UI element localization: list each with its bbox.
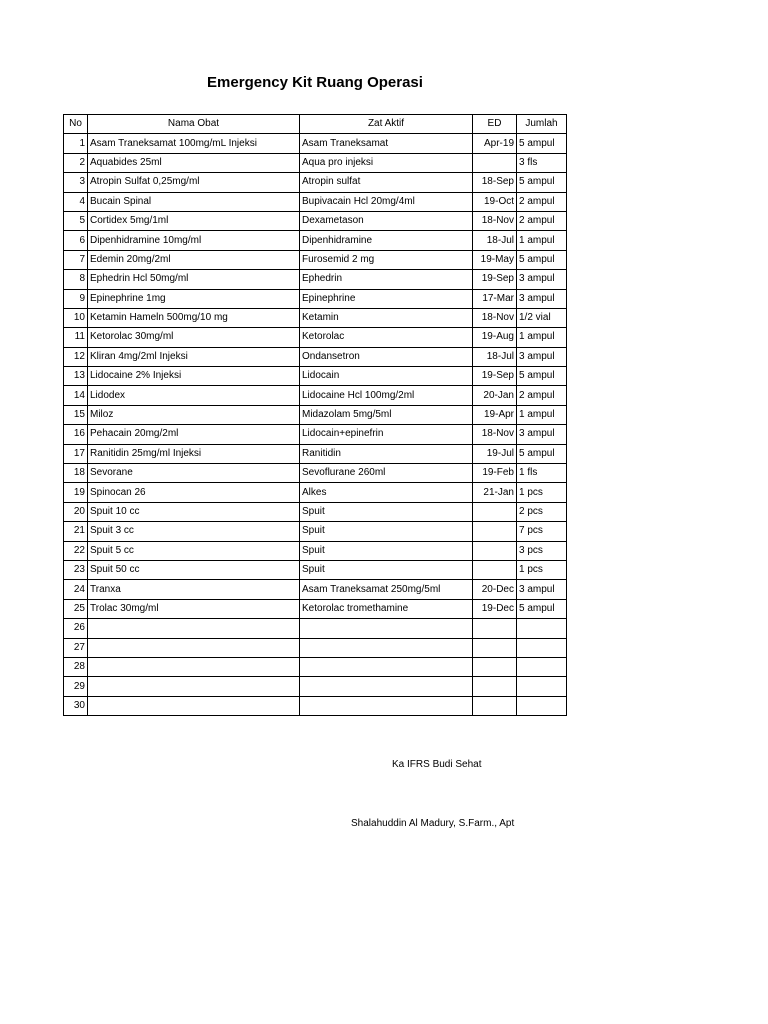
cell-nama-obat: Ketorolac 30mg/ml <box>88 328 300 347</box>
cell-ed: 20-Dec <box>473 580 517 599</box>
cell-nama-obat: Spuit 5 cc <box>88 541 300 560</box>
table-row <box>64 405 567 424</box>
cell-jumlah <box>517 696 567 715</box>
cell-ed <box>473 638 517 657</box>
table-row <box>64 173 567 192</box>
cell-nama-obat: Edemin 20mg/2ml <box>88 250 300 269</box>
cell-ed: 19-Sep <box>473 367 517 386</box>
cell-ed: 19-Jul <box>473 444 517 463</box>
cell-jumlah: 5 ampul <box>517 599 567 618</box>
table-row <box>64 192 567 211</box>
cell-nama-obat <box>88 677 300 696</box>
cell-no: 18 <box>64 464 88 483</box>
cell-no: 14 <box>64 386 88 405</box>
cell-zat-aktif: Ranitidin <box>300 444 473 463</box>
cell-nama-obat: Spuit 10 cc <box>88 502 300 521</box>
cell-zat-aktif: Spuit <box>300 541 473 560</box>
cell-jumlah: 1 ampul <box>517 405 567 424</box>
cell-zat-aktif: Aqua pro injeksi <box>300 153 473 172</box>
cell-no: 29 <box>64 677 88 696</box>
cell-ed <box>473 657 517 676</box>
table-row <box>64 134 567 153</box>
cell-no: 3 <box>64 173 88 192</box>
cell-zat-aktif <box>300 657 473 676</box>
cell-no: 21 <box>64 522 88 541</box>
cell-jumlah: 2 ampul <box>517 192 567 211</box>
table-row <box>64 502 567 521</box>
cell-jumlah: 5 ampul <box>517 134 567 153</box>
cell-no: 17 <box>64 444 88 463</box>
table-row <box>64 425 567 444</box>
cell-zat-aktif: Ondansetron <box>300 347 473 366</box>
cell-ed: Apr-19 <box>473 134 517 153</box>
cell-ed <box>473 153 517 172</box>
table-row <box>64 599 567 618</box>
cell-ed: 18-Nov <box>473 308 517 327</box>
cell-zat-aktif: Dipenhidramine <box>300 231 473 250</box>
cell-jumlah: 1/2 vial <box>517 308 567 327</box>
cell-jumlah: 2 pcs <box>517 502 567 521</box>
cell-ed: 19-May <box>473 250 517 269</box>
cell-zat-aktif: Lidocain+epinefrin <box>300 425 473 444</box>
table-row <box>64 153 567 172</box>
cell-zat-aktif: Furosemid 2 mg <box>300 250 473 269</box>
table-row <box>64 250 567 269</box>
cell-nama-obat: Spinocan 26 <box>88 483 300 502</box>
cell-no: 25 <box>64 599 88 618</box>
cell-nama-obat: Dipenhidramine 10mg/ml <box>88 231 300 250</box>
cell-ed <box>473 696 517 715</box>
header-no: No <box>64 115 88 134</box>
cell-no: 6 <box>64 231 88 250</box>
cell-jumlah <box>517 677 567 696</box>
cell-jumlah: 5 ampul <box>517 173 567 192</box>
cell-zat-aktif <box>300 677 473 696</box>
cell-zat-aktif: Spuit <box>300 502 473 521</box>
cell-no: 28 <box>64 657 88 676</box>
cell-jumlah: 5 ampul <box>517 250 567 269</box>
signature-role: Ka IFRS Budi Sehat <box>392 759 482 770</box>
table-row <box>64 386 567 405</box>
cell-ed: 18-Nov <box>473 211 517 230</box>
cell-nama-obat: Cortidex 5mg/1ml <box>88 211 300 230</box>
cell-jumlah: 3 ampul <box>517 347 567 366</box>
cell-ed: 18-Sep <box>473 173 517 192</box>
cell-ed: 18-Nov <box>473 425 517 444</box>
table-row <box>64 619 567 638</box>
cell-nama-obat: Miloz <box>88 405 300 424</box>
table-row <box>64 367 567 386</box>
cell-ed: 18-Jul <box>473 231 517 250</box>
cell-ed: 21-Jan <box>473 483 517 502</box>
cell-nama-obat: Spuit 3 cc <box>88 522 300 541</box>
cell-jumlah: 5 ampul <box>517 367 567 386</box>
cell-zat-aktif: Ephedrin <box>300 270 473 289</box>
cell-nama-obat: Spuit 50 cc <box>88 560 300 579</box>
table-row <box>64 696 567 715</box>
cell-no: 12 <box>64 347 88 366</box>
cell-no: 2 <box>64 153 88 172</box>
table-row <box>64 289 567 308</box>
cell-no: 23 <box>64 560 88 579</box>
cell-jumlah: 1 fls <box>517 464 567 483</box>
cell-jumlah: 1 ampul <box>517 231 567 250</box>
cell-zat-aktif: Asam Traneksamat <box>300 134 473 153</box>
cell-nama-obat: Epinephrine 1mg <box>88 289 300 308</box>
table-row <box>64 347 567 366</box>
signature-name: Shalahuddin Al Madury, S.Farm., Apt <box>351 818 515 829</box>
table-row <box>64 231 567 250</box>
cell-zat-aktif: Sevoflurane 260ml <box>300 464 473 483</box>
cell-no: 11 <box>64 328 88 347</box>
table-row <box>64 638 567 657</box>
cell-jumlah: 5 ampul <box>517 444 567 463</box>
cell-no: 19 <box>64 483 88 502</box>
cell-jumlah <box>517 638 567 657</box>
table-row <box>64 541 567 560</box>
cell-ed <box>473 502 517 521</box>
cell-ed: 19-Aug <box>473 328 517 347</box>
table-row <box>64 308 567 327</box>
table-header-row <box>64 115 567 134</box>
cell-zat-aktif <box>300 696 473 715</box>
cell-zat-aktif: Lidocaine Hcl 100mg/2ml <box>300 386 473 405</box>
cell-no: 1 <box>64 134 88 153</box>
table-body <box>64 134 567 716</box>
cell-no: 9 <box>64 289 88 308</box>
cell-jumlah <box>517 657 567 676</box>
cell-zat-aktif: Lidocain <box>300 367 473 386</box>
table-row <box>64 211 567 230</box>
cell-no: 26 <box>64 619 88 638</box>
page-title: Emergency Kit Ruang Operasi <box>207 74 423 91</box>
cell-nama-obat: Ranitidin 25mg/ml Injeksi <box>88 444 300 463</box>
cell-zat-aktif: Spuit <box>300 560 473 579</box>
cell-zat-aktif <box>300 619 473 638</box>
cell-ed: 17-Mar <box>473 289 517 308</box>
cell-nama-obat: Atropin Sulfat 0,25mg/ml <box>88 173 300 192</box>
cell-jumlah: 1 pcs <box>517 483 567 502</box>
cell-ed: 18-Jul <box>473 347 517 366</box>
cell-nama-obat: Asam Traneksamat 100mg/mL Injeksi <box>88 134 300 153</box>
cell-zat-aktif: Asam Traneksamat 250mg/5ml <box>300 580 473 599</box>
cell-zat-aktif: Epinephrine <box>300 289 473 308</box>
table-row <box>64 328 567 347</box>
cell-jumlah: 3 pcs <box>517 541 567 560</box>
cell-zat-aktif: Ketorolac tromethamine <box>300 599 473 618</box>
cell-jumlah: 3 fls <box>517 153 567 172</box>
cell-zat-aktif: Ketamin <box>300 308 473 327</box>
header-jumlah: Jumlah <box>517 115 567 134</box>
cell-ed <box>473 560 517 579</box>
cell-nama-obat <box>88 696 300 715</box>
cell-jumlah: 1 pcs <box>517 560 567 579</box>
cell-jumlah: 2 ampul <box>517 211 567 230</box>
cell-ed <box>473 522 517 541</box>
cell-zat-aktif: Ketorolac <box>300 328 473 347</box>
cell-ed <box>473 677 517 696</box>
cell-zat-aktif: Alkes <box>300 483 473 502</box>
cell-no: 15 <box>64 405 88 424</box>
header-ed: ED <box>473 115 517 134</box>
cell-jumlah: 3 ampul <box>517 580 567 599</box>
cell-nama-obat: Sevorane <box>88 464 300 483</box>
header-nama-obat: Nama Obat <box>88 115 300 134</box>
cell-zat-aktif: Bupivacain Hcl 20mg/4ml <box>300 192 473 211</box>
cell-ed: 20-Jan <box>473 386 517 405</box>
cell-nama-obat <box>88 657 300 676</box>
cell-nama-obat: Aquabides 25ml <box>88 153 300 172</box>
cell-jumlah: 3 ampul <box>517 270 567 289</box>
table-row <box>64 522 567 541</box>
cell-nama-obat <box>88 619 300 638</box>
cell-no: 5 <box>64 211 88 230</box>
table-row <box>64 444 567 463</box>
table-row <box>64 464 567 483</box>
cell-nama-obat: Lidodex <box>88 386 300 405</box>
table-row <box>64 677 567 696</box>
cell-ed: 19-Apr <box>473 405 517 424</box>
cell-jumlah: 3 ampul <box>517 289 567 308</box>
cell-zat-aktif: Spuit <box>300 522 473 541</box>
table-row <box>64 270 567 289</box>
cell-nama-obat: Ephedrin Hcl 50mg/ml <box>88 270 300 289</box>
cell-no: 20 <box>64 502 88 521</box>
cell-jumlah: 3 ampul <box>517 425 567 444</box>
cell-nama-obat: Trolac 30mg/ml <box>88 599 300 618</box>
cell-zat-aktif: Atropin sulfat <box>300 173 473 192</box>
cell-nama-obat: Bucain Spinal <box>88 192 300 211</box>
cell-no: 7 <box>64 250 88 269</box>
cell-no: 16 <box>64 425 88 444</box>
cell-nama-obat: Pehacain 20mg/2ml <box>88 425 300 444</box>
cell-no: 22 <box>64 541 88 560</box>
cell-no: 27 <box>64 638 88 657</box>
emergency-kit-table <box>63 114 567 716</box>
cell-nama-obat: Lidocaine 2% Injeksi <box>88 367 300 386</box>
cell-jumlah: 2 ampul <box>517 386 567 405</box>
cell-no: 24 <box>64 580 88 599</box>
cell-zat-aktif: Dexametason <box>300 211 473 230</box>
cell-ed <box>473 541 517 560</box>
cell-no: 13 <box>64 367 88 386</box>
cell-no: 8 <box>64 270 88 289</box>
cell-zat-aktif <box>300 638 473 657</box>
cell-nama-obat: Kliran 4mg/2ml Injeksi <box>88 347 300 366</box>
cell-ed: 19-Sep <box>473 270 517 289</box>
cell-no: 10 <box>64 308 88 327</box>
cell-jumlah: 1 ampul <box>517 328 567 347</box>
table-row <box>64 483 567 502</box>
cell-nama-obat: Ketamin Hameln 500mg/10 mg <box>88 308 300 327</box>
cell-zat-aktif: Midazolam 5mg/5ml <box>300 405 473 424</box>
cell-ed: 19-Oct <box>473 192 517 211</box>
cell-no: 30 <box>64 696 88 715</box>
cell-nama-obat <box>88 638 300 657</box>
cell-jumlah <box>517 619 567 638</box>
header-zat-aktif: Zat Aktif <box>300 115 473 134</box>
table-row <box>64 560 567 579</box>
cell-jumlah: 7 pcs <box>517 522 567 541</box>
cell-nama-obat: Tranxa <box>88 580 300 599</box>
cell-ed: 19-Dec <box>473 599 517 618</box>
cell-ed: 19-Feb <box>473 464 517 483</box>
cell-ed <box>473 619 517 638</box>
cell-no: 4 <box>64 192 88 211</box>
table-row <box>64 657 567 676</box>
table-row <box>64 580 567 599</box>
